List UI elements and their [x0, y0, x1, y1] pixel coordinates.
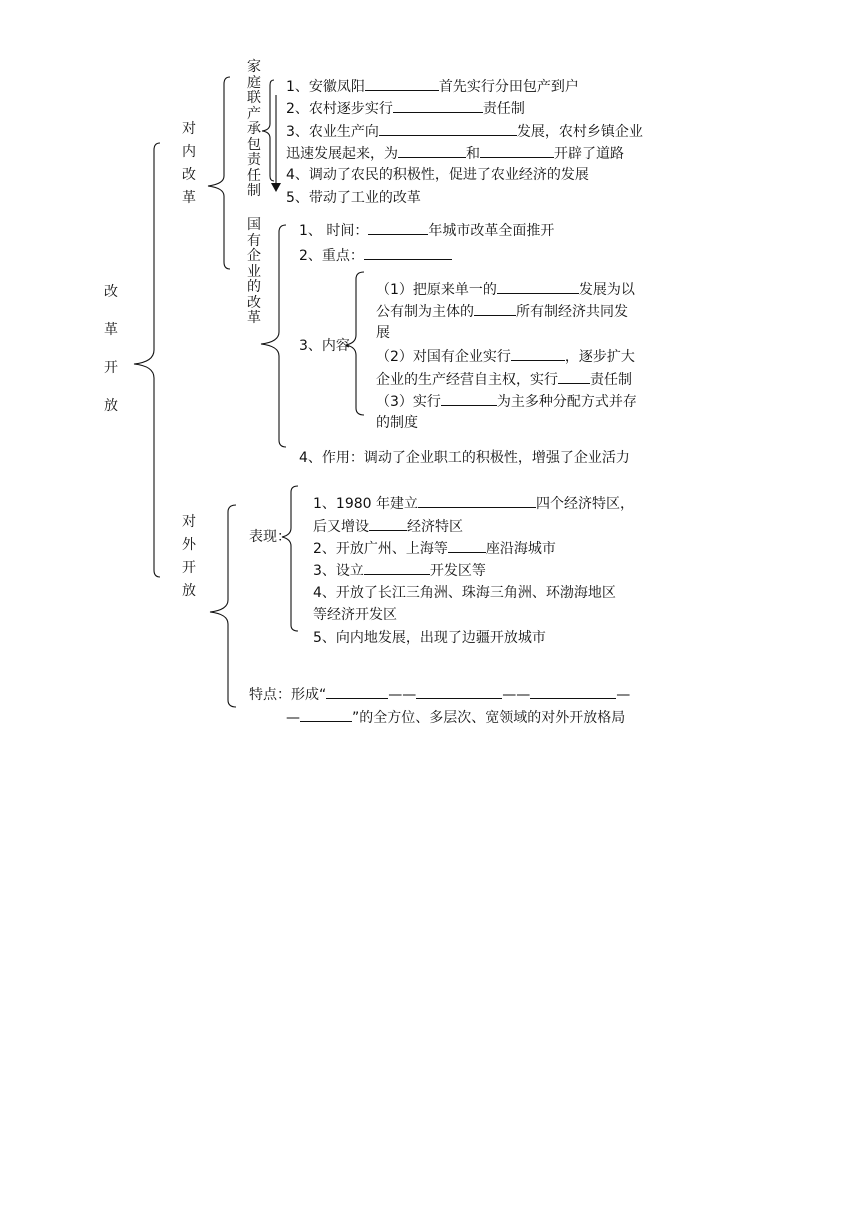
soe-content-label: 3、内容 — [299, 338, 350, 354]
blank — [369, 516, 407, 531]
feature-line-2: — ”的全方位、多层次、宽领域的对外开放格局 — [286, 707, 625, 728]
manifest-item-2: 2、开放广州、上海等 座沿海城市 — [313, 538, 556, 559]
blank — [448, 538, 486, 553]
manifest-item-3: 3、设立 开发区等 — [313, 560, 486, 581]
blank — [364, 245, 452, 260]
content-1b: 公有制为主体的 所有制经济共同发 — [376, 301, 628, 322]
blank — [364, 560, 430, 575]
opening-label: 对 外 开 放 — [182, 514, 196, 599]
rural-item-2: 2、农村逐步实行 责任制 — [286, 98, 525, 119]
soe-label: 国有企业的改革 — [247, 217, 261, 326]
blank — [393, 98, 483, 113]
manifest-item-5: 5、向内地发展，出现了边疆开放城市 — [313, 630, 546, 646]
rural-label: 家庭联产承包责任制 — [247, 59, 261, 199]
content-1a: （1）把原来单一的 发展为以 — [376, 279, 635, 300]
rural-item-3-cont: 迅速发展起来，为 和 开辟了道路 — [286, 143, 624, 164]
manifest-item-4a: 4、开放了长江三角洲、珠海三角洲、环渤海地区 — [313, 585, 616, 601]
rural-item-1: 1、安徽凤阳 首先实行分田包产到户 — [286, 76, 579, 97]
soe-effect: 4、作用：调动了企业职工的积极性，增强了企业活力 — [299, 450, 630, 466]
blank — [300, 707, 352, 722]
rural-item-3: 3、农业生产向 发展，农村乡镇企业 — [286, 121, 643, 142]
blank — [398, 143, 466, 158]
root-label: 改 革 开 放 — [104, 284, 118, 414]
blank — [558, 369, 590, 384]
blank — [326, 684, 388, 699]
blank — [530, 684, 616, 699]
manifest-item-1a: 1、1980 年建立 四个经济特区， — [313, 493, 634, 514]
feature-line-1: 特点：形成“ —— —— — — [249, 684, 630, 705]
content-3a: （3）实行 为主多种分配方式并存 — [376, 391, 637, 412]
blank — [511, 346, 565, 361]
blank — [441, 391, 497, 406]
manifest-label: 表现： — [249, 529, 291, 545]
blank — [497, 279, 579, 294]
blank — [418, 493, 536, 508]
blank — [416, 684, 502, 699]
content-1c: 展 — [376, 325, 390, 341]
blank — [474, 301, 516, 316]
blank — [365, 76, 439, 91]
blank — [368, 220, 428, 235]
content-3b: 的制度 — [376, 415, 418, 431]
blank — [480, 143, 554, 158]
soe-time: 1、 时间： 年城市改革全面推开 — [299, 220, 554, 241]
content-2a: （2）对国有企业实行 ，逐步扩大 — [376, 346, 635, 367]
manifest-item-1b: 后又增设 经济特区 — [313, 516, 463, 537]
manifest-item-4b: 等经济开发区 — [313, 607, 397, 623]
content-2b: 企业的生产经营自主权，实行 责任制 — [376, 369, 632, 390]
soe-focus: 2、重点： — [299, 245, 452, 266]
rural-item-5: 5、带动了工业的改革 — [286, 190, 421, 206]
blank — [379, 121, 517, 136]
rural-item-4: 4、调动了农民的积极性，促进了农业经济的发展 — [286, 167, 589, 183]
internal-label: 对 内 改 革 — [182, 121, 196, 206]
